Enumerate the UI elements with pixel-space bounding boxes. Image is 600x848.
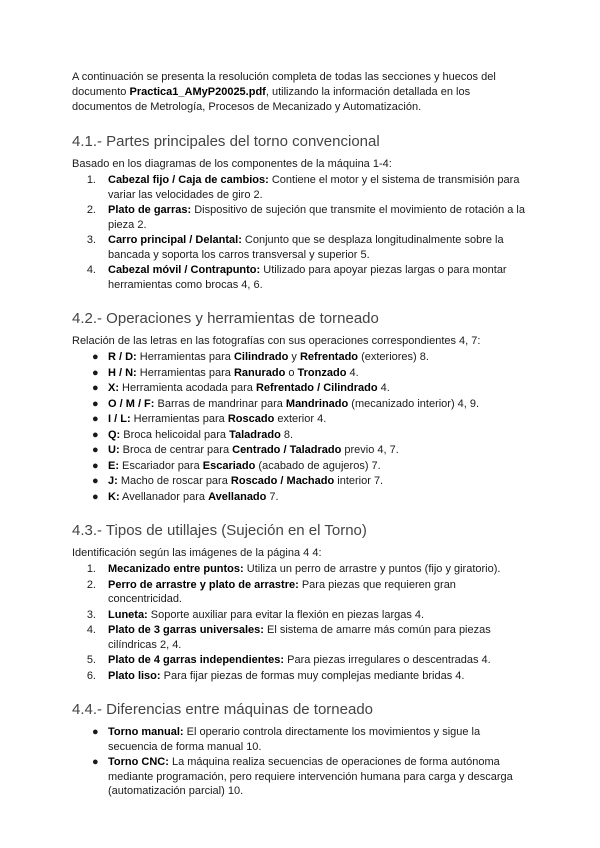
list-term: Plato de 3 garras universales: [108, 624, 264, 636]
list-text: Para fijar piezas de formas muy complejas mediante bridas 4. [160, 669, 465, 682]
list-term: Torno CNC: [108, 756, 169, 768]
bullet-icon: ● [92, 366, 99, 379]
bullet-icon: ● [92, 756, 99, 768]
list-text: Soporte auxiliar para evitar la flexión en piezas largas 4. [147, 608, 425, 621]
list-text: Conjunto que se desplaza longitudinalmente sobre la bancada y soporta los carros transversal y superior 5. [108, 234, 504, 261]
list-item [72, 653, 532, 668]
list-text: Herramientas para [136, 366, 234, 379]
list-item [72, 608, 532, 623]
bullet-icon: ● [92, 413, 99, 425]
list-key: J: [108, 475, 118, 487]
document-page [72, 70, 532, 800]
list-item [72, 397, 532, 412]
list-key: K: [108, 490, 120, 503]
fixtures-list [72, 562, 532, 683]
list-item [72, 366, 532, 381]
list-term: Taladrado [229, 428, 281, 441]
list-text: Herramientas para [136, 351, 234, 363]
list-key: X: [108, 382, 119, 394]
list-text: Herramienta acodada para [119, 382, 256, 394]
list-number: 4. [86, 264, 96, 276]
bullet-icon: ● [92, 726, 99, 738]
intro-paragraph [72, 70, 532, 115]
list-text: o [285, 366, 298, 379]
list-text: Avellanador para [119, 490, 209, 503]
list-item [72, 755, 532, 799]
list-item [72, 203, 532, 232]
list-term: Refrentado [299, 351, 359, 363]
list-text: Para piezas irregulares o descentradas 4. [284, 654, 491, 666]
list-term: Escariado [202, 459, 256, 472]
list-key: E: [108, 459, 119, 472]
list-term: Luneta: [108, 608, 148, 621]
list-term: Carro principal / Delantal: [108, 234, 242, 246]
list-item [72, 578, 532, 607]
list-item [72, 562, 532, 577]
list-term: Cilindrado [233, 351, 289, 363]
list-item [72, 490, 532, 505]
list-term: Plato de garras: [108, 204, 192, 216]
list-text: (acabado de agujeros) 7. [255, 459, 381, 472]
list-item [72, 233, 532, 262]
list-text: previo 4, 7. [341, 444, 399, 456]
lathe-parts-list [72, 173, 532, 292]
list-item [72, 725, 532, 754]
bullet-icon: ● [92, 444, 99, 456]
intro-text-end: , utilizando la información detallada en los documentos de Metrología, Procesos de Mecanizado y Automatización. [72, 86, 471, 113]
intro-text: A continuación se presenta la resolución completa de todas las secciones y huecos del documento [72, 71, 496, 98]
bullet-icon: ● [92, 475, 99, 487]
list-text: Escariador para [119, 459, 203, 472]
list-term: Torno manual: [108, 726, 184, 738]
section-heading-4-1: 4.1.- Partes principales del torno convencional [72, 133, 380, 150]
list-text: interior 7. [334, 475, 384, 487]
list-term: Avellanado [208, 490, 267, 503]
list-key: Q: [108, 428, 121, 441]
section-heading-4-4: 4.4.- Diferencias entre máquinas de torneado [72, 701, 374, 718]
list-term: Centrado / Taladrado [232, 444, 342, 456]
intro-filename: Practica1_AMyP20025.pdf [129, 86, 266, 98]
bullet-icon: ● [92, 382, 99, 394]
section-lead-4-1: Basado en los diagramas de los componentes de la máquina 1-4: [72, 158, 392, 170]
list-key: H / N: [108, 366, 137, 379]
list-item [72, 443, 532, 458]
list-item [72, 263, 532, 292]
list-key: O / M / F: [108, 397, 155, 410]
list-term: Perro de arrastre y plato de arrastre: [108, 578, 299, 591]
list-text: Para piezas que requieren gran concentricidad. [108, 578, 456, 605]
list-key: U: [108, 444, 120, 456]
list-term: Refrentado / Cilindrado [255, 382, 378, 394]
list-text: (exteriores) 8. [358, 351, 429, 363]
operations-list [72, 350, 532, 504]
list-text: (mecanizado interior) 4, 9. [348, 397, 480, 410]
list-term: Tronzado [297, 366, 347, 379]
list-text: Utiliza un perro de arrastre y puntos (fijo y giratorio). [243, 563, 501, 575]
list-number: 4. [86, 624, 96, 636]
list-term: Plato de 4 garras independientes: [108, 654, 285, 666]
machine-differences-list [72, 725, 532, 799]
list-item [72, 428, 532, 443]
list-number: 3. [86, 608, 96, 621]
section-lead-4-2: Relación de las letras en las fotografías con sus operaciones correspondientes 4, 7: [72, 335, 481, 347]
list-term: Cabezal móvil / Contrapunto: [108, 264, 261, 276]
list-text: Barras de mandrinar para [154, 397, 286, 410]
list-item [72, 669, 532, 684]
list-text: Broca helicoidal para [120, 428, 230, 441]
list-text: La máquina realiza secuencias de operaciones de forma autónoma mediante programación, pero requiere intervención humana para carga y descarga (automatización parcial) 10. [108, 756, 513, 797]
list-text: Broca de centrar para [119, 444, 233, 456]
list-text: Contiene el motor y el sistema de transmisión para variar las velocidades de giro 2. [108, 174, 520, 201]
bullet-icon: ● [92, 351, 99, 363]
list-number: 3. [86, 234, 96, 246]
bullet-icon: ● [92, 397, 99, 410]
list-item [72, 412, 532, 427]
section-heading-4-3: 4.3.- Tipos de utillajes (Sujeción en el Torno) [72, 522, 367, 539]
list-number: 2. [86, 578, 96, 591]
list-text: 7. [266, 490, 279, 503]
section-lead-4-3: Identificación según las imágenes de la página 4 4: [72, 547, 322, 559]
list-item [72, 173, 532, 202]
list-item [72, 459, 532, 474]
list-text: Utilizado para apoyar piezas largas o para montar herramientas como brocas 4, 6. [108, 264, 507, 291]
list-number: 5. [86, 654, 96, 666]
list-item [72, 381, 532, 396]
list-text: 4. [377, 382, 390, 394]
list-term: Plato liso: [108, 669, 161, 682]
list-text: Macho de roscar para [117, 475, 231, 487]
list-number: 2. [86, 204, 96, 216]
list-item [72, 474, 532, 489]
list-key: I / L: [108, 413, 131, 425]
bullet-icon: ● [92, 490, 99, 503]
list-term: Mandrinado [285, 397, 349, 410]
list-text: y [288, 351, 300, 363]
list-text: Dispositivo de sujeción que transmite el movimiento de rotación a la pieza 2. [108, 204, 525, 231]
list-text: 8. [280, 428, 294, 441]
list-number: 1. [86, 174, 96, 186]
list-key: R / D: [108, 351, 137, 363]
list-number: 6. [86, 669, 96, 682]
list-term: Mecanizado entre puntos: [108, 563, 244, 575]
list-item [72, 623, 532, 652]
list-text: El operario controla directamente los movimientos y sigue la secuencia de forma manual 10. [108, 726, 481, 753]
list-text: El sistema de amarre más común para piezas cilíndricas 2, 4. [108, 624, 491, 651]
list-text: Herramientas para [130, 413, 228, 425]
list-term: Roscado [227, 413, 275, 425]
list-term: Cabezal fijo / Caja de cambios: [108, 174, 269, 186]
list-term: Roscado / Machado [230, 475, 335, 487]
list-text: exterior 4. [274, 413, 327, 425]
list-item [72, 350, 532, 365]
bullet-icon: ● [92, 459, 99, 472]
section-heading-4-2: 4.2.- Operaciones y herramientas de torneado [72, 310, 379, 327]
list-number: 1. [86, 563, 96, 575]
bullet-icon: ● [92, 428, 99, 441]
list-term: Ranurado [233, 366, 286, 379]
list-text: 4. [346, 366, 359, 379]
